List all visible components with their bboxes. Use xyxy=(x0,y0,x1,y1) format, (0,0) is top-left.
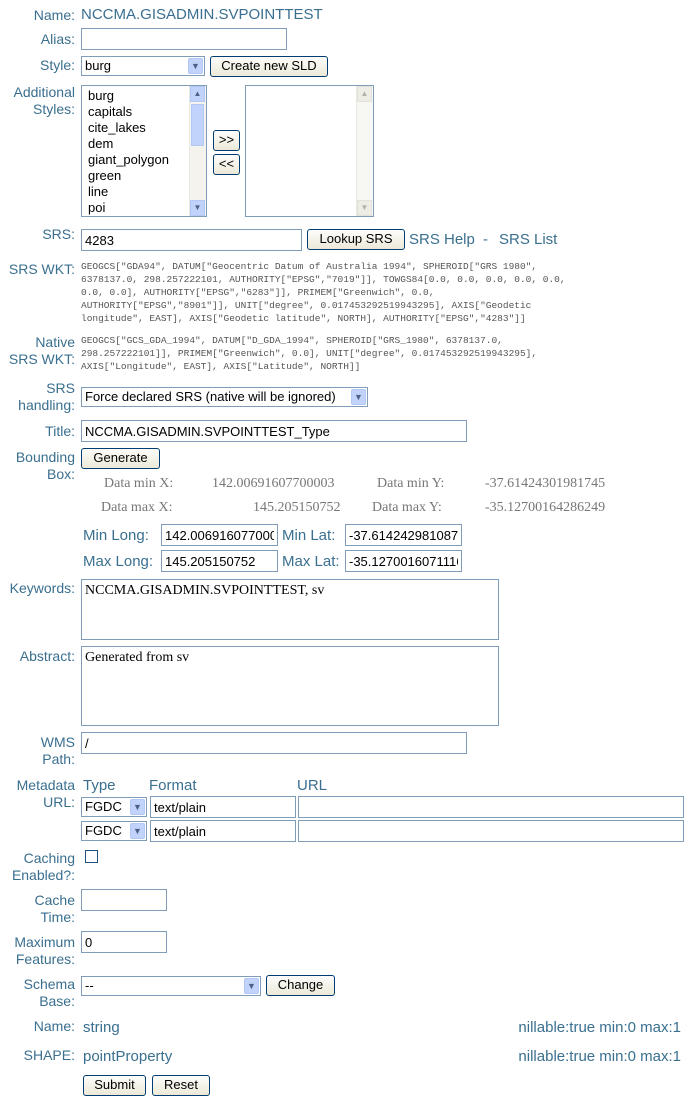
selected-styles-list[interactable] xyxy=(245,85,374,217)
scroll-down-icon[interactable]: ▼ xyxy=(357,200,372,216)
schema-base-select[interactable] xyxy=(81,976,261,996)
metadata-url-header: URL xyxy=(297,777,328,794)
metadata-type-value: FGDC xyxy=(85,823,122,838)
style-label: Style: xyxy=(39,57,75,73)
lookup-srs-button[interactable]: Lookup SRS xyxy=(307,229,405,250)
min-long-input[interactable] xyxy=(161,524,278,546)
chevron-down-icon: ▼ xyxy=(351,389,366,405)
srs-list-link[interactable]: SRS List xyxy=(499,231,558,248)
attribute-props: nillable:true min:0 max:1 xyxy=(518,1019,681,1036)
list-item[interactable]: burg xyxy=(88,88,115,103)
chevron-down-icon: ▼ xyxy=(188,58,203,74)
metadata-url-input[interactable] xyxy=(298,796,684,818)
keywords-textarea[interactable] xyxy=(81,579,499,640)
data-min-x-label: Data min X: xyxy=(104,476,174,491)
attribute-label: Name: xyxy=(33,1018,75,1034)
chevron-down-icon: ▼ xyxy=(130,823,145,839)
list-item[interactable]: capitals xyxy=(88,104,133,119)
list-item[interactable]: poi xyxy=(88,200,106,215)
name-label: Name: xyxy=(33,7,75,23)
title-label: Title: xyxy=(45,423,75,439)
max-long-input[interactable] xyxy=(161,550,278,572)
srs-wkt-text: GEOGCS["GDA94", DATUM["Geocentric Datum of Australia 1994", SPHEROID["GRS 1980", 6378137.0, 298.257222101, AUTHORITY["EPSG","7019"]], TOWGS84[0.0, 0.0, 0.0, 0.0, 0.0, 0.0, 0.0], AUTHORITY["EPSG","6283"]], PRIMEM["Greenwich", 0.0, AUTHORITY["EPSG","8901"]], UNIT["degree", 0.017453292519943295], AXIS["Geodetic longitude", EAST], AXIS["Geodetic latitude", NORTH], AUTHORITY["EPSG","4283"]] xyxy=(81,261,566,324)
abstract-label: Abstract: xyxy=(19,648,75,664)
data-max-y-value: -35.12700164286249 xyxy=(485,500,606,515)
available-styles-scrollbar[interactable] xyxy=(189,86,206,216)
list-item[interactable]: line xyxy=(88,184,109,199)
style-select-value: burg xyxy=(85,58,112,73)
cache-time-input[interactable] xyxy=(81,889,167,911)
metadata-type-header: Type xyxy=(83,777,116,794)
max-long-label: Max Long: xyxy=(83,553,154,570)
selected-styles-scrollbar[interactable] xyxy=(356,86,373,216)
data-min-y-label: Data min Y: xyxy=(377,476,445,491)
wms-path-label: WMS Path: xyxy=(40,734,75,767)
change-schema-button[interactable]: Change xyxy=(266,975,335,996)
scroll-down-icon[interactable]: ▼ xyxy=(190,200,205,216)
submit-button[interactable]: Submit xyxy=(83,1075,146,1096)
srs-link-separator: - xyxy=(483,231,488,248)
metadata-format-input[interactable] xyxy=(150,796,296,818)
list-item[interactable]: dem xyxy=(88,136,114,151)
attribute-label: SHAPE: xyxy=(23,1047,75,1063)
abstract-textarea[interactable] xyxy=(81,646,499,726)
scroll-up-icon[interactable]: ▲ xyxy=(357,86,372,102)
attribute-type: pointProperty xyxy=(83,1048,173,1065)
data-max-x-value: 145.205150752 xyxy=(253,500,341,515)
metadata-format-header: Format xyxy=(149,777,197,794)
list-item[interactable]: giant_polygon xyxy=(88,152,169,167)
alias-label: Alias: xyxy=(40,31,75,47)
create-new-sld-button[interactable]: Create new SLD xyxy=(210,56,328,77)
metadata-type-value: FGDC xyxy=(85,799,122,814)
data-min-y-value: -37.61424301981745 xyxy=(485,476,606,491)
data-min-x-value: 142.00691607700003 xyxy=(212,476,335,491)
additional-styles-label: Additional Styles: xyxy=(13,84,75,117)
generate-button[interactable]: Generate xyxy=(81,448,160,469)
schema-base-value: -- xyxy=(85,978,94,993)
min-long-label: Min Long: xyxy=(83,527,149,544)
style-select[interactable] xyxy=(81,56,205,76)
scrollbar-thumb[interactable] xyxy=(191,104,204,146)
reset-button[interactable]: Reset xyxy=(152,1075,210,1096)
feature-type-name: NCCMA.GISADMIN.SVPOINTTEST xyxy=(81,6,323,23)
srs-label: SRS: xyxy=(42,226,75,242)
attribute-type: string xyxy=(83,1019,120,1036)
metadata-type-select[interactable] xyxy=(81,797,147,817)
chevron-down-icon: ▼ xyxy=(244,978,259,994)
min-lat-label: Min Lat: xyxy=(282,527,336,544)
add-style-button[interactable]: >> xyxy=(213,130,240,151)
wms-path-input[interactable] xyxy=(81,732,467,754)
bounding-box-label: Bounding Box: xyxy=(15,449,75,482)
data-max-x-label: Data max X: xyxy=(101,500,173,515)
schema-base-label: Schema Base: xyxy=(23,976,75,1009)
srs-handling-value: Force declared SRS (native will be ignored) xyxy=(85,389,336,404)
metadata-format-input[interactable] xyxy=(150,820,296,842)
srs-help-link[interactable]: SRS Help xyxy=(409,231,475,248)
caching-enabled-label: Caching Enabled?: xyxy=(11,850,75,883)
srs-handling-select[interactable] xyxy=(81,387,368,407)
max-lat-input[interactable] xyxy=(345,550,462,572)
keywords-label: Keywords: xyxy=(9,580,75,596)
metadata-type-select[interactable] xyxy=(81,821,147,841)
caching-enabled-checkbox[interactable] xyxy=(85,850,98,863)
list-item[interactable]: cite_lakes xyxy=(88,120,146,135)
title-input[interactable] xyxy=(81,420,467,442)
list-item[interactable]: green xyxy=(88,168,122,183)
data-max-y-label: Data max Y: xyxy=(372,500,442,515)
available-styles-list[interactable] xyxy=(81,85,207,217)
native-srs-wkt-text: GEOGCS["GCS_GDA_1994", DATUM["D_GDA_1994", SPHEROID["GRS_1980", 6378137.0, 298.257222101]], PRIMEM["Greenwich", 0.0], UNIT["degree", 0.017453292519943295], AXIS["Longitude", EAST], AXIS["Latitude", NORTH]] xyxy=(81,335,538,372)
alias-input[interactable] xyxy=(81,28,287,50)
attribute-props: nillable:true min:0 max:1 xyxy=(518,1048,681,1065)
metadata-url-label: Metadata URL: xyxy=(16,777,75,810)
srs-handling-label: SRS handling: xyxy=(18,380,75,413)
chevron-down-icon: ▼ xyxy=(130,799,145,815)
cache-time-label: Cache Time: xyxy=(34,892,75,925)
max-lat-label: Max Lat: xyxy=(282,553,340,570)
min-lat-input[interactable] xyxy=(345,524,462,546)
remove-style-button[interactable]: << xyxy=(213,154,240,175)
maximum-features-input[interactable] xyxy=(81,931,167,953)
srs-input[interactable] xyxy=(81,229,302,251)
metadata-url-input[interactable] xyxy=(298,820,684,842)
srs-wkt-label: SRS WKT: xyxy=(8,261,75,277)
native-srs-wkt-label: Native SRS WKT: xyxy=(8,334,75,367)
maximum-features-label: Maximum Features: xyxy=(14,934,75,967)
scroll-up-icon[interactable]: ▲ xyxy=(190,86,205,102)
